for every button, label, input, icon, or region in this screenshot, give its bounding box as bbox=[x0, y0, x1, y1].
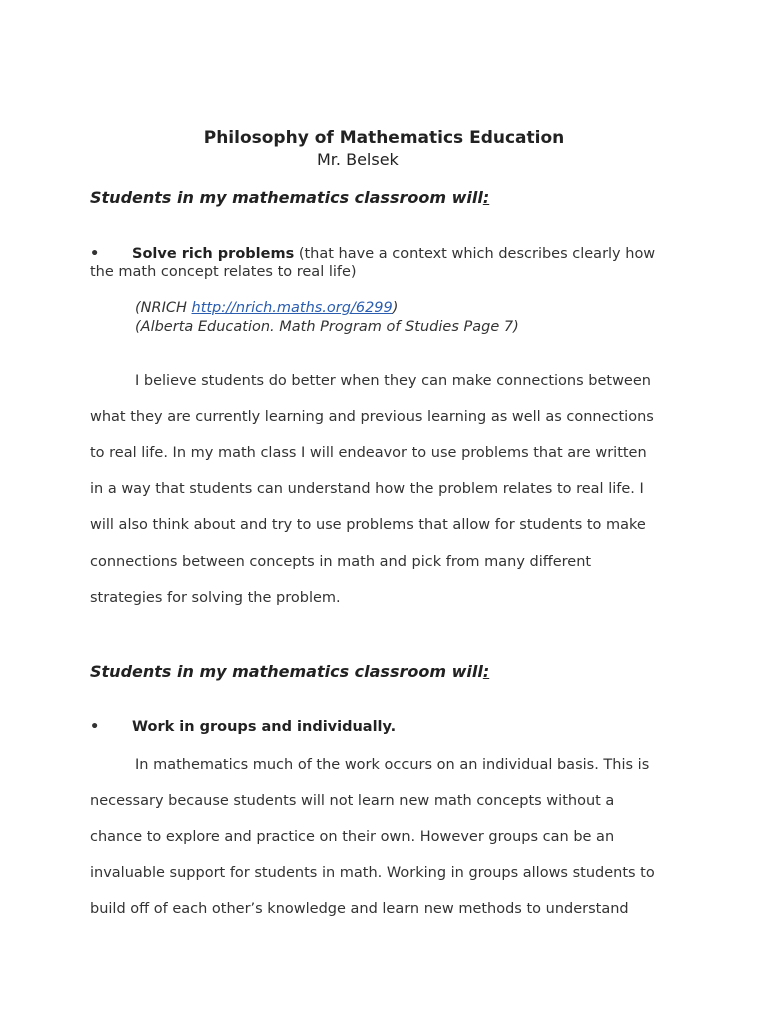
document-author: Mr. Belsek bbox=[317, 150, 399, 169]
section-heading-1 bbox=[90, 188, 489, 207]
reference-nrich bbox=[135, 300, 398, 316]
paragraph-1-line: will also think about and try to use problems that allow for students to make bbox=[90, 517, 646, 533]
section-heading-2 bbox=[90, 662, 489, 681]
section-heading-1-text: Students in my mathematics classroom will bbox=[90, 188, 483, 207]
bullet-item-2-bold: Work in groups and individually. bbox=[132, 719, 397, 735]
paragraph-1-line: in a way that students can understand how the problem relates to real life. I bbox=[90, 481, 644, 497]
bullet-item-1-text: (that have a context which describes clearly how bbox=[294, 246, 656, 262]
bullet-marker: • bbox=[90, 246, 100, 262]
bullet-item-2 bbox=[90, 719, 396, 735]
bullet-item-1 bbox=[90, 246, 655, 262]
paragraph-2-line: invaluable support for students in math. Working in groups allows students to bbox=[90, 865, 655, 881]
reference-nrich-suffix: ) bbox=[392, 300, 399, 316]
paragraph-2-line: In mathematics much of the work occurs on an individual basis. This is bbox=[135, 757, 650, 773]
nrich-link[interactable]: http://nrich.maths.org/6299 bbox=[191, 300, 393, 316]
paragraph-1-line: I believe students do better when they can make connections between bbox=[135, 373, 651, 389]
section-heading-2-text: Students in my mathematics classroom will bbox=[90, 662, 483, 681]
reference-alberta: (Alberta Education. Math Program of Studies Page 7) bbox=[135, 319, 519, 335]
paragraph-1-line: strategies for solving the problem. bbox=[90, 590, 341, 606]
reference-nrich-prefix: (NRICH bbox=[135, 300, 192, 316]
bullet-marker: • bbox=[90, 719, 100, 735]
paragraph-2-line: build off of each other’s knowledge and learn new methods to understand bbox=[90, 901, 629, 917]
paragraph-1-line: to real life. In my math class I will endeavor to use problems that are written bbox=[90, 445, 647, 461]
paragraph-1-line: connections between concepts in math and pick from many different bbox=[90, 554, 592, 570]
section-heading-1-colon: : bbox=[482, 188, 490, 207]
paragraph-2-line: chance to explore and practice on their own. However groups can be an bbox=[90, 829, 615, 845]
paragraph-1-line: what they are currently learning and previous learning as well as connections bbox=[90, 409, 654, 425]
paragraph-2-line: necessary because students will not learn new math concepts without a bbox=[90, 793, 615, 809]
bullet-item-1-bold: Solve rich problems bbox=[132, 246, 295, 262]
bullet-item-1-continuation: the math concept relates to real life) bbox=[90, 264, 357, 280]
section-heading-2-colon: : bbox=[482, 662, 490, 681]
document-title: Philosophy of Mathematics Education bbox=[203, 128, 565, 148]
